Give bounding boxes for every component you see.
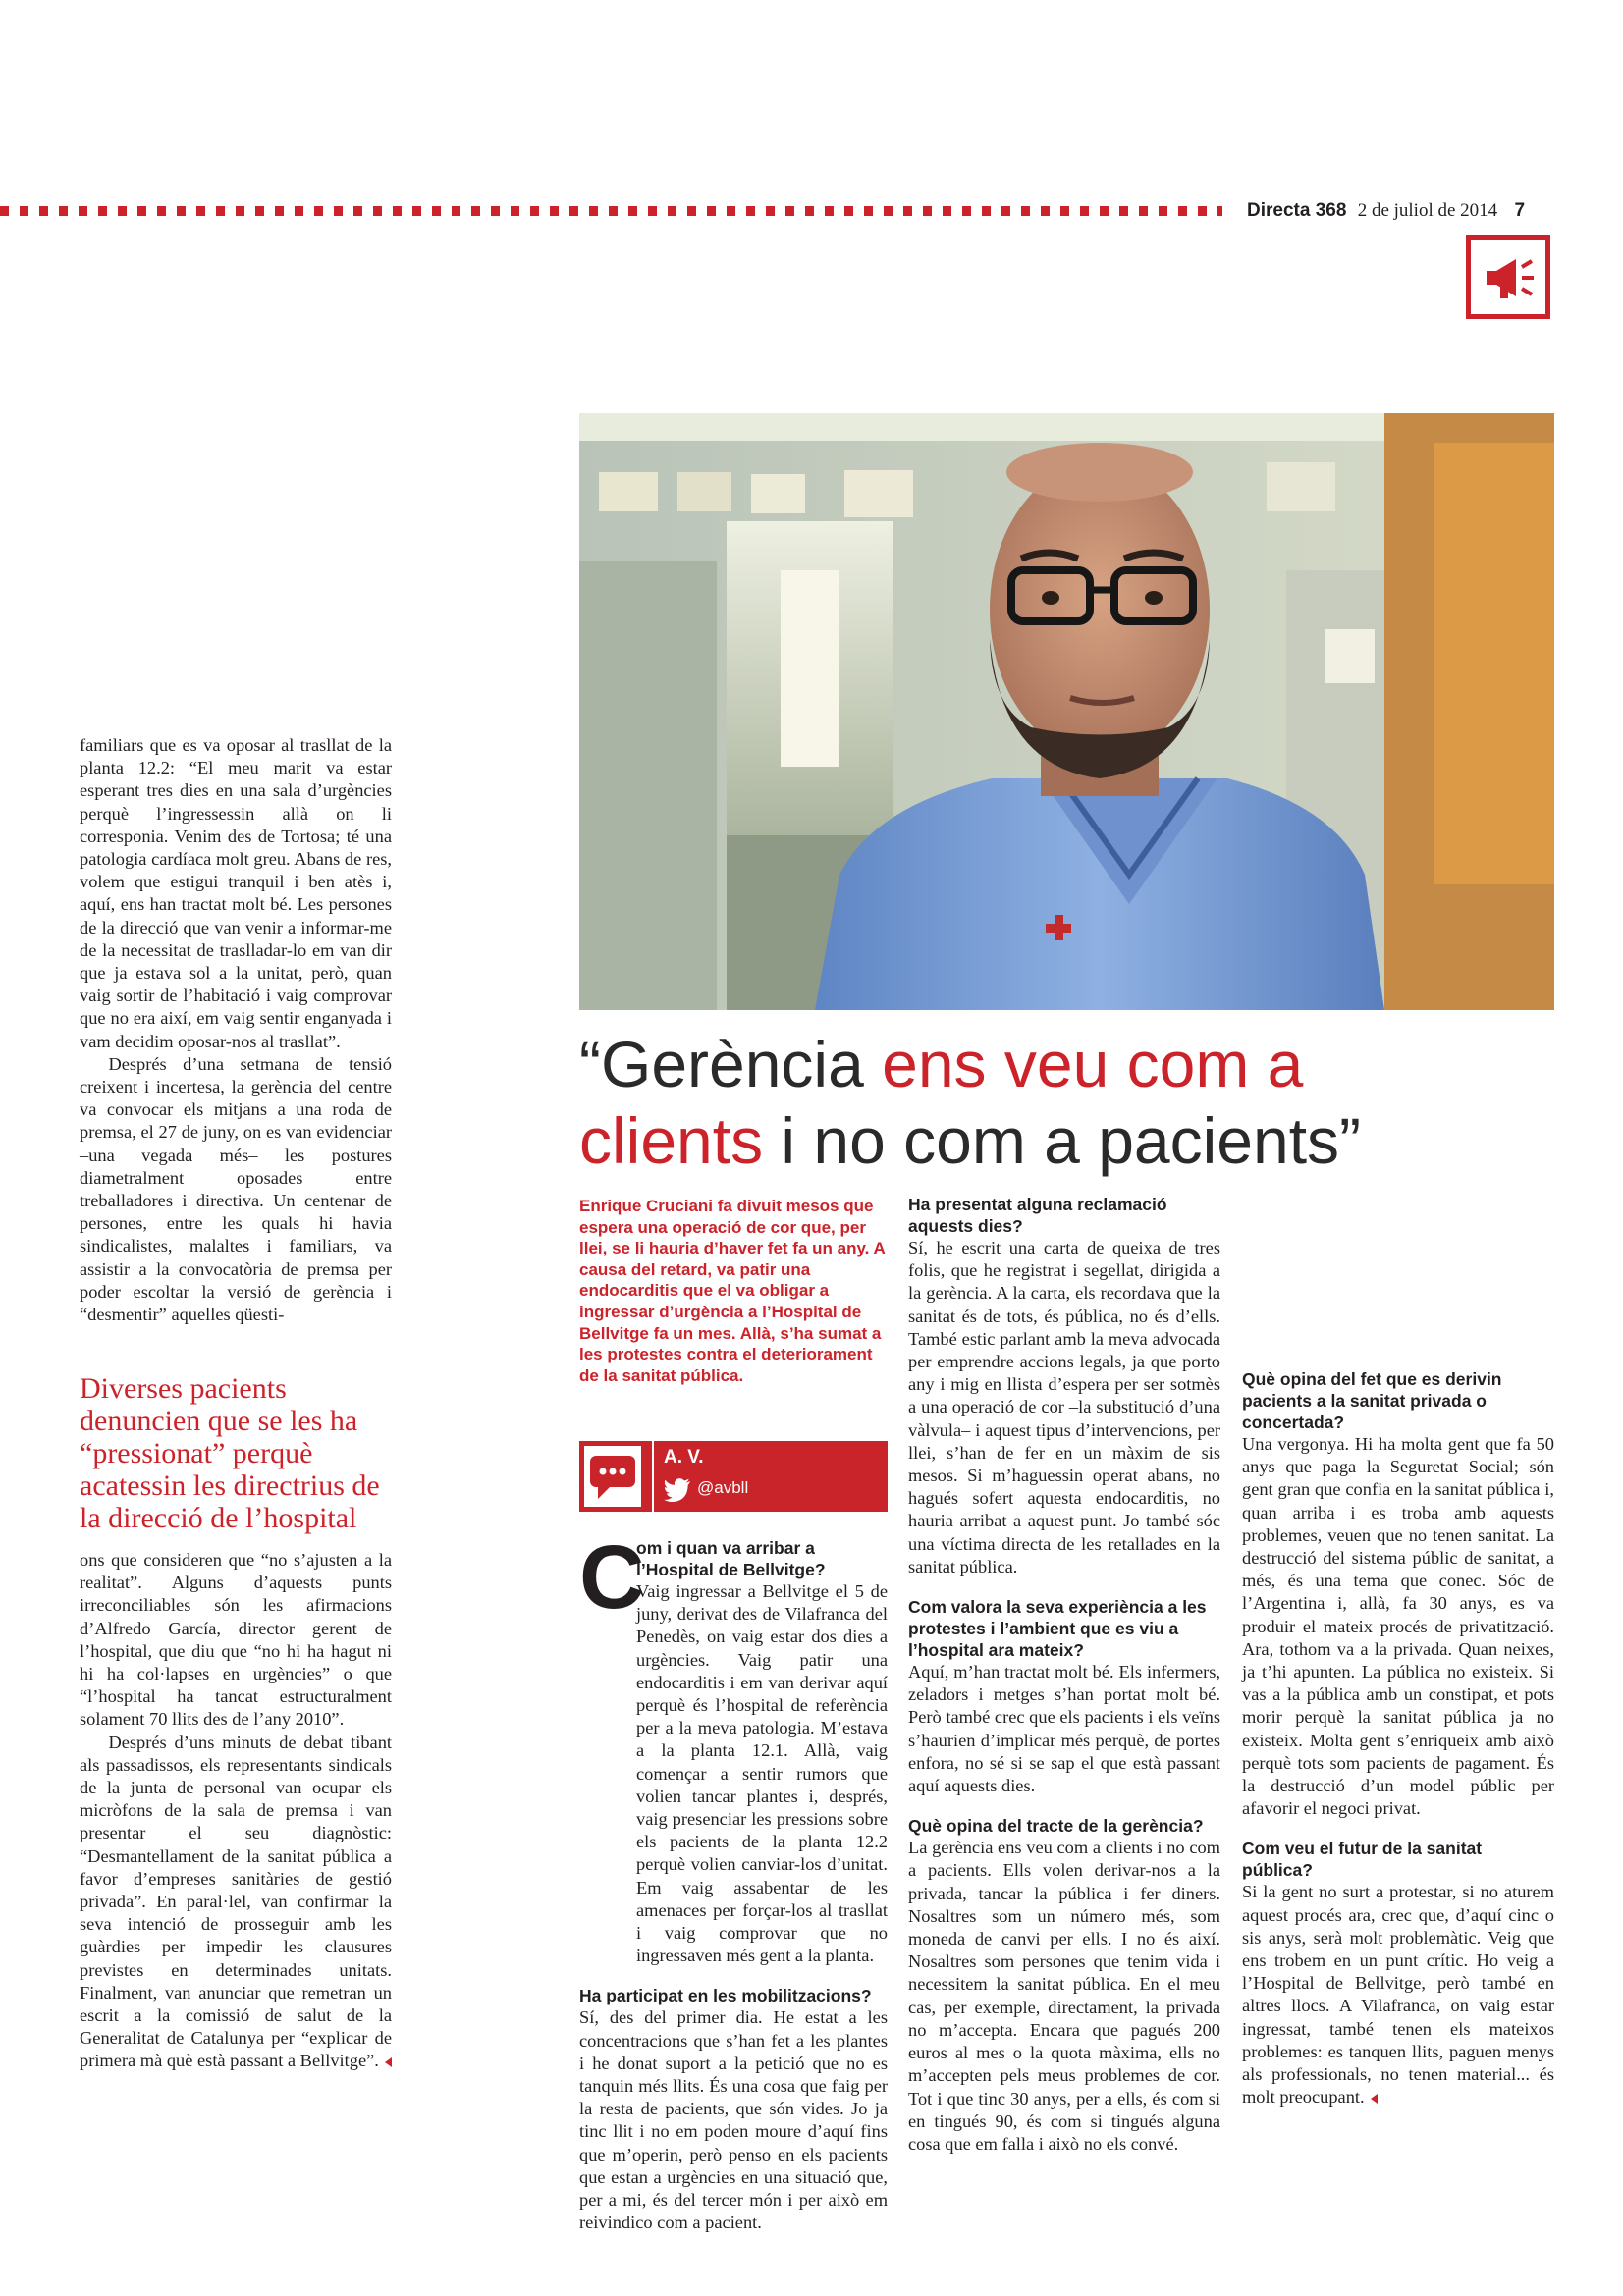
answer-4: Aquí, m’han tractat molt bé. Els infermers, zeladors i metges s’han portat molt bé. Però també crec que els pacients i els veïns s’haurien d’implicar més perquè, de portes enfora, no sé si se sap el que està passant aquí aquests dies.: [908, 1662, 1220, 1796]
left-paragraph-3: ons que consideren que “no s’ajusten a la realitat”. Alguns d’aquests punts irreconciliables són les afirmacions d’Alfredo García, director gerent de l’hospital, que diu que “no hi ha hagut ni hi ha col·lapses en urgències” o que “l’hospital ha tancat estructuralment solament 70 llits des de l’any 2010”.: [80, 1550, 392, 1730]
issue-date: 2 de juliol de 2014: [1357, 200, 1498, 221]
left-paragraph-4: [80, 1732, 392, 2073]
publication-name: Directa 368: [1247, 200, 1347, 221]
portrait-photo: [579, 413, 1554, 1010]
interview-column-1: [579, 1527, 888, 2234]
left-column-top: [80, 734, 392, 1326]
intro-standfirst: Enrique Cruciani fa divuit mesos que espera una operació de cor que, per llei, se li hauria d’haver fet fa un any. A causa del retard, va patir una endocarditis que el va obligar a ingressar d’urgència a l’Hospital de Bellvitge fa un mes. Allà, s’ha sumat a les protestes contra el deteriorament de la sanitat pública.: [579, 1197, 886, 1385]
question-4: Com valora la seva experiència a les protestes i l’ambient que es viu a l’hospital ara mateix?: [908, 1597, 1207, 1661]
question-5: Què opina del tracte de la gerència?: [908, 1816, 1204, 1837]
question-7: Com veu el futur de la sanitat pública?: [1242, 1839, 1483, 1881]
left-paragraph-1: familiars que es va oposar al trasllat de la planta 12.2: “El meu marit va estar esperant tres dies en una sala d’urgències perquè l’ingressessin allà on li corresponia. Venim des de Tortosa; té una patologia cardíaca molt greu. Abans de res, volem que estigui tranquil i ben atès i, aquí, ens han tractat molt bé. Les persones de la direcció que van venir a informar-me de la necessitat de traslladar-lo em van dir que ja estava sol a la unitat, però, quan vaig sortir de l’habitació i vaig comprovar que no era així, em vaig sentir enganyada i vam decidim oposar-nos al trasllat”.: [80, 735, 392, 1051]
answer-6: Una vergonya. Hi ha molta gent que fa 50 anys que paga la Seguretat Social; són gent gran que confia en la sanitat pública i, quan arriba i es troba amb aquests problemes, veuen que no tenen sanitat. La destrucció del sistema públic de sanitat, a més, és una tema que conec. Sóc de l’Argentina i, allà, fa 30 anys, es va produir el mateix procés de privatització. Ara, tothom va a la privada. Quan neixes, ja t’hi apunten. La pública no existeix. Si vas a la pública amb un constipat, et pots morir perquè la sanitat pública ja no existeix. Molta gent s’enriqueix amb això perquè tots som pacients de pagament. És la destrucció d’un model públic per afavorir el negoci privat.: [1242, 1434, 1554, 1819]
interview-column-2: [908, 1194, 1220, 2156]
answer-7: [1242, 1881, 1554, 2109]
pull-quote: Diverses pacients denuncien que se les ha “pressionat” perquè acatessin les directrius de la direcció de l’hospital: [80, 1372, 380, 1534]
interview-column-3: [1242, 1194, 1554, 2109]
question-6: Què opina del fet que es derivin pacients a la sanitat privada o concertada?: [1242, 1369, 1502, 1432]
headline-part-3: clients: [579, 1104, 764, 1177]
headline-part-4: i no com a pacients”: [763, 1104, 1362, 1177]
end-mark-icon: [385, 2057, 392, 2067]
twitter-icon: [664, 1478, 691, 1502]
answer-3: Sí, he escrit una carta de queixa de tres folis, que he registrat i segellat, dirigida a la gerència. A la carta, els recordava que la sanitat és de tots, és pública, no és d’ells. També estic parlant amb la meva advocada per emprendre accions legals, ja que porto any i mig en llista d’espera per ser sotmès a una operació de cor –la substitució d’una vàlvula– i aquest tipus d’intervencions, per llei, s’han de fer en un màxim de sis mesos. Si m’haguessin operat abans, no hagués sofert aquesta endocarditis, no hauria arribat a aquest punt. Jo també sóc una víctima directa de les retallades en la sanitat pública.: [908, 1238, 1220, 1576]
answer-2: Sí, des del primer dia. He estat a les concentracions que s’han fet a les plantes i he donat suport a la petició que no es tanquin més llits. És una cosa que faig per la resta de pacients, que són vides. Jo ja tinc llit i no em poden moure d’aquí fins que m’operin, però penso en els pacients que estan a urgències en una situació que, per a mi, és del tercer món i per això em reivindico com a pacient.: [579, 2007, 888, 2233]
left-column-bottom: [80, 1549, 392, 2073]
question-1: om i quan va arribar a l’Hospital de Bellvitge?: [636, 1538, 826, 1579]
megaphone-icon: [1466, 235, 1550, 319]
answer-7-text: Si la gent no surt a protestar, si no aturem aquest procés ara, crec que, d’aquí cinc o sis anys, serà molt problemàtic. Veig que ens trobem en un punt crític. Ho veig a l’Hospital de Bellvitge, però també en altres llocs. A Vilafranca, on vaig estar ingressat, també tenen els mateixos problemes: es tanquen llits, paguen menys als professionals, no tenen material... és molt preocupant.: [1242, 1882, 1554, 2108]
author-handle: @avbll: [697, 1478, 749, 1497]
left-paragraph-2: Després d’una setmana de tensió creixent i incertesa, la gerència del centre va convocar els mitjans a una roda de premsa, el 27 de juny, on es van evidenciar –una vegada més– les postures diametralment oposades entre treballadores i directiva. Un centenar de persones, entre les quals hi havia sindicalistes, malaltes i familiars, va assistir a la convocatòria de premsa per poder escoltar la versió de gerència i “desmentir” aquelles qüesti-: [80, 1053, 392, 1325]
header-dotted-rule: [0, 206, 1222, 216]
page-number: 7: [1514, 200, 1526, 221]
speech-bubble-icon: [584, 1446, 641, 1507]
headline: [579, 1026, 1561, 1179]
left-paragraph-4-text: Després d’uns minuts de debat tibant als passadissos, els representants sindicals de la junta de personal van ocupar els micròfons de la sala de premsa i van presentar el seu diagnòstic: “Desmantellament de la sanitat pública a favor d’empreses sanitàries de gestió privada”. En paral·lel, van confirmar la seva intenció de prosseguir amb les guàrdies per impedir les clausures previstes en determinades unitats. Finalment, van anunciar que remetran un escrit a la comissió de salut de la Generalitat de Catalunya per “explicar de primera mà què està passant a Bellvitge”.: [80, 1732, 392, 2071]
author-box: [579, 1441, 888, 1512]
author-name: A. V.: [664, 1447, 704, 1468]
answer-5: La gerència ens veu com a clients i no com a pacients. Ells volen derivar-nos a la privada, tancar la pública i fer diners. Nosaltres som un número més, som moneda de canvi per ells. I no és així. Nosaltres som persones que tenim vida i necessitem la sanitat pública. En el meu cas, per exemple, directament, la privada no m’accepta. Encara que pagués 200 euros al mes o la quota màxima, ells no m’accepten pels meus problemes de cor. Tot i que tinc 30 anys, per a ells, és com si en tingués 90, és com si tingués alguna cosa que em falla i això no els convé.: [908, 1838, 1220, 2154]
drop-cap: C: [579, 1527, 645, 1628]
headline-part-2: ens veu com a: [882, 1028, 1304, 1100]
page-header: [1247, 200, 1525, 222]
question-2: Ha participat en les mobilitzacions?: [579, 1986, 872, 2006]
end-mark-icon: [1371, 2094, 1378, 2104]
answer-1: Vaig ingressar a Bellvitge el 5 de juny, derivat des de Vilafranca del Penedès, on vaig estar dos dies a urgències. Vaig patir una endocarditis i em van derivar aquí perquè és l’hospital de referència per a la meva patologia. M’estava a la planta 12.1. Allà, vaig començar a sentir rumors que volien tancar plantes i, després, vaig presenciar les pressions sobre els pacients de la planta 12.2 perquè volien canviar-los d’unitat. Em vaig assabentar de les amenaces per forçar-los al trasllat i vaig comprovar que no ingressaven més gent a la planta.: [636, 1581, 888, 1966]
headline-part-1: “Gerència: [579, 1028, 883, 1100]
question-3: Ha presentat alguna reclamació aquests dies?: [908, 1195, 1167, 1236]
author-divider: [652, 1441, 654, 1512]
